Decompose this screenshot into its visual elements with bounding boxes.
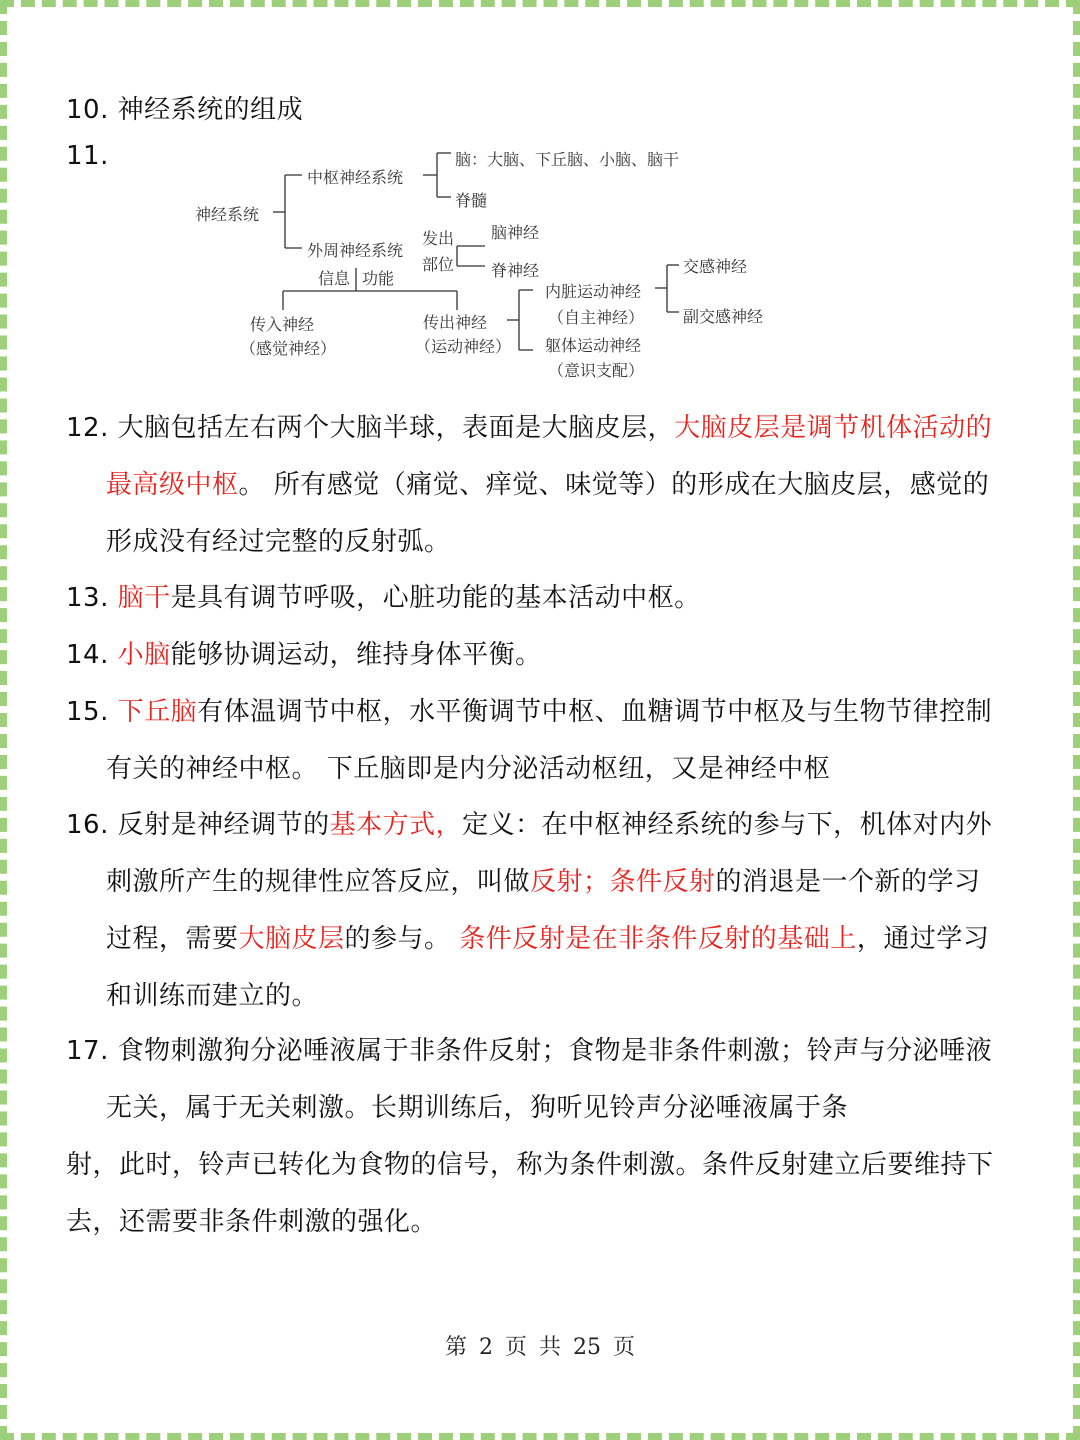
diagram-parasympathetic: 副交感神经 [683, 307, 764, 326]
diagram-somatic: 躯体运动神经 [545, 336, 642, 355]
diagram-cranial-nerve: 脑神经 [491, 223, 540, 242]
diagram-sympathetic: 交感神经 [683, 257, 748, 276]
diagram-brain: 脑：大脑、下丘脑、小脑、脑干 [455, 150, 680, 169]
item-13: 13. 脑干是具有调节呼吸，心脏功能的基本活动中枢。 [66, 583, 701, 613]
highlight-text: 大脑皮层 [238, 924, 345, 954]
diagram-origin-top: 发出 [422, 229, 455, 248]
item-17-continued: 射，此时，铃声已转化为食物的信号，称为条件刺激。条件反射建立后要维持下 去，还需要非条件刺激的强化。 [66, 1150, 994, 1237]
highlight-text: 下丘脑 [117, 697, 198, 727]
diagram-root: 神经系统 [195, 205, 260, 224]
diagram-function-label: 功能 [362, 269, 395, 288]
diagram-efferent: 传出神经 [423, 313, 488, 332]
highlight-text: 大脑皮层是调节机体活动的 [674, 413, 993, 443]
diagram-origin-bottom: 部位 [422, 255, 455, 274]
nervous-system-diagram [185, 140, 805, 390]
highlight-text: 脑干 [117, 583, 171, 613]
item-17: 17. 食物刺激狗分泌唾液属于非条件反射；食物是非条件刺激；铃声与分泌唾液 无关，属于无关刺激。长期训练后，狗听见铃声分泌唾液属于条 [66, 1036, 993, 1123]
highlight-text: 条件反射是在非条件反射的基础上 [459, 924, 857, 954]
diagram-efferent-sub: （运动神经） [415, 337, 512, 356]
item-14: 14. 小脑能够协调运动，维持身体平衡。 [66, 640, 542, 670]
item-15: 15. 下丘脑有体温调节中枢，水平衡调节中枢、血糖调节中枢及与生物节律控制 有关的神经中枢。 下丘脑即是内分泌活动枢纽，又是神经中枢 [66, 697, 993, 784]
item-10-text: 神经系统的组成 [117, 95, 304, 125]
diagram-info-label: 信息 [318, 269, 351, 288]
diagram-afferent-sub: （感觉神经） [240, 339, 337, 358]
highlight-text: 基本方式， [329, 810, 463, 840]
highlight-text: 小脑 [117, 640, 171, 670]
page-number: 第 2 页 共 25 页 [444, 1335, 636, 1360]
item-12: 12. 大脑包括左右两个大脑半球，表面是大脑皮层，大脑皮层是调节机体活动的 最高级中枢。 所有感觉（痛觉、痒觉、味觉等）的形成在大脑皮层，感觉的 形成没有经过完整的反射弧。 [66, 413, 993, 557]
highlight-text: 反射；条件反射 [530, 867, 716, 897]
diagram-spinal-cord: 脊髓 [455, 191, 488, 210]
diagram-visceral-sub: （自主神经） [548, 308, 645, 327]
diagram-central: 中枢神经系统 [307, 168, 404, 187]
diagram-afferent: 传入神经 [250, 315, 315, 334]
item-11: 11. [66, 141, 109, 171]
diagram-spinal-nerve: 脊神经 [491, 261, 540, 280]
diagram-somatic-sub: （意识支配） [548, 361, 645, 380]
highlight-text: 最高级中枢 [106, 470, 239, 500]
diagram-peripheral: 外周神经系统 [307, 241, 404, 260]
item-10: 10. 神经系统的组成 [66, 95, 304, 125]
item-16: 16. 反射是神经调节的基本方式，定义：在中枢神经系统的参与下，机体对内外 刺激所产生的规律性应答反应，叫做反射；条件反射的消退是一个新的学习 过程，需要大脑皮层的参与。 条件反射是在非条件反射的基础上，通过学习 和训练而建立的。 [66, 810, 993, 1011]
diagram-visceral: 内脏运动神经 [545, 282, 642, 301]
